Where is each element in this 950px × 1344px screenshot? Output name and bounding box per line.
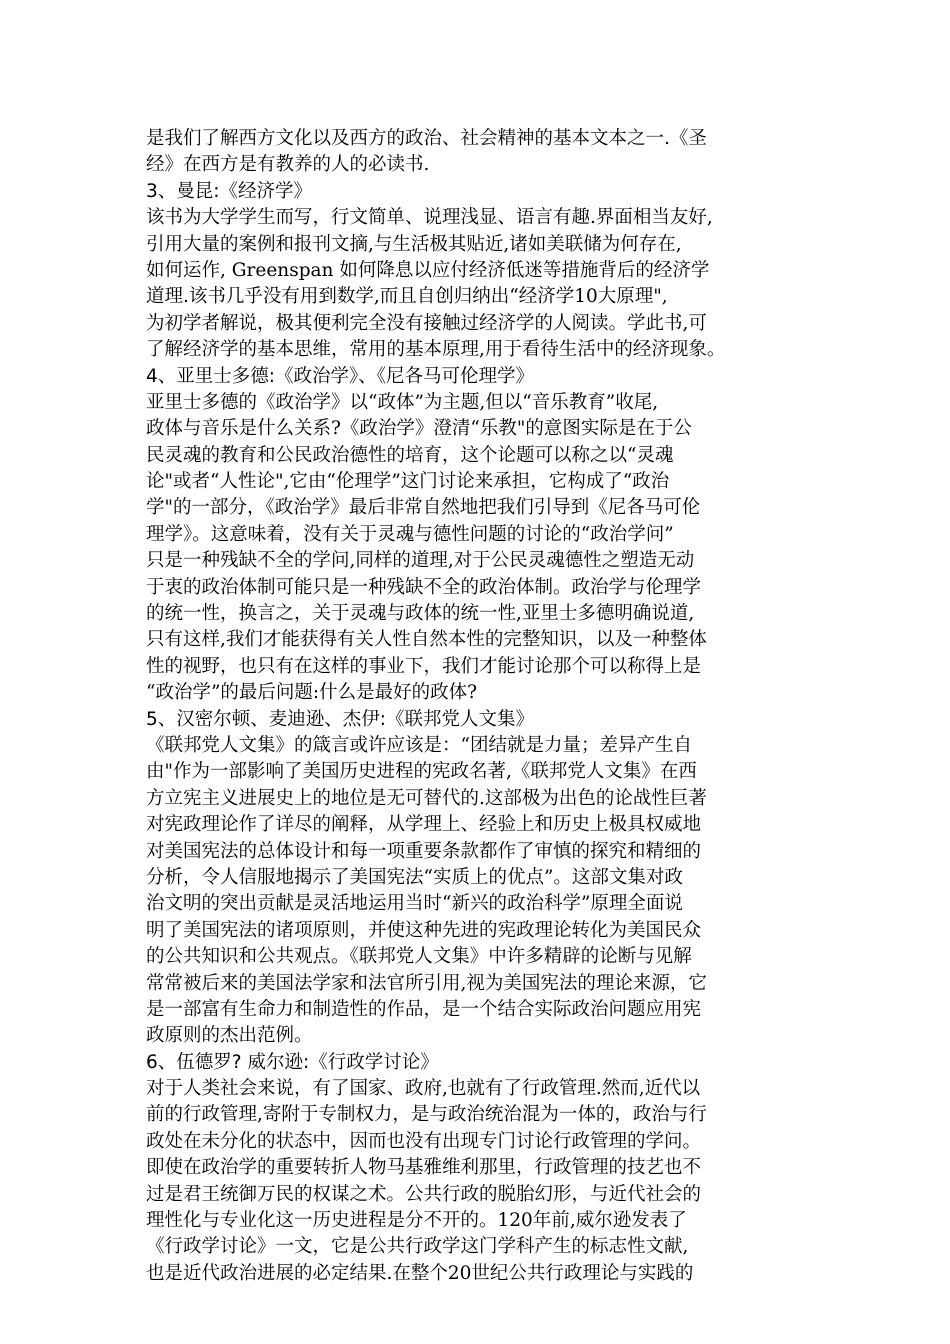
text-line: 是一部富有生命力和制造性的作品，是一个结合实际政治问题应用宪 <box>146 998 702 1020</box>
text-line: 论"或者“人性论",它由“伦理学”这门讨论来承担，它构成了“政治 <box>146 471 670 493</box>
document-page <box>146 126 814 1287</box>
text-line: 前的行政管理,寄附于专制权力，是与政治统治混为一体的，政治与行 <box>146 1104 707 1126</box>
text-line: 政原则的杰出范例。 <box>146 1025 313 1047</box>
text-line: 分析，令人信服地揭示了美国宪法“实质上的优点”。这部文集对政 <box>146 866 683 888</box>
text-line: 的公共知识和公共观点。《联邦党人文集》中许多精辟的论断与见解 <box>146 946 692 968</box>
text-line: 只有这样,我们才能获得有关人性自然本性的完整知识，以及一种整体 <box>146 629 707 651</box>
text-line: 治文明的突出贡献是灵活地运用当时“新兴的政治科学”原理全面说 <box>146 893 683 915</box>
text-line: 即使在政治学的重要转折人物马基雅维利那里，行政管理的技艺也不 <box>146 1157 702 1179</box>
section-heading: 3、曼昆:《经济学》 <box>146 180 313 202</box>
text-line: 《联邦党人文集》的箴言或许应该是：“团结就是力量；差异产生自 <box>146 734 692 756</box>
text-line: 过是君王统御万民的权谋之术。公共行政的脱胎幻形，与近代社会的 <box>146 1183 702 1205</box>
text-line: 道理.该书几乎没有用到数学,而且自创归纳出“经济学10大原理", <box>146 286 668 308</box>
text-line: 了解经济学的基本思维，常用的基本原理,用于看待生活中的经济现象。 <box>146 339 726 361</box>
text-line: 只是一种残缺不全的学问,同样的道理,对于公民灵魂德性之塑造无动 <box>146 550 695 572</box>
text-line: 理学》。这意味着，没有关于灵魂与德性问题的讨论的“政治学问” <box>146 523 674 545</box>
text-line: 也是近代政治进展的必定结果.在整个20世纪公共行政理论与实践的 <box>146 1262 694 1284</box>
text-line: 方立宪主义进展史上的地位是无可替代的.这部极为出色的论战性巨著 <box>146 787 707 809</box>
text-line: 明了美国宪法的诸项原则，并使这种先进的宪政理论转化为美国民众 <box>146 919 702 941</box>
text-line: 理性化与专业化这一历史进程是分不开的。120年前,威尔逊发表了 <box>146 1210 687 1232</box>
text-line: 于衷的政治体制可能只是一种残缺不全的政治体制。政治学与伦理学 <box>146 576 702 598</box>
text-line: 由"作为一部影响了美国历史进程的宪政名著,《联邦党人文集》在西 <box>146 761 697 783</box>
text-line: 为初学者解说，极其便利完全没有接触过经济学的人阅读。学此书,可 <box>146 312 707 334</box>
text-line: 性的视野，也只有在这样的事业下，我们才能讨论那个可以称得上是 <box>146 655 702 677</box>
text-line: 亚里士多德的《政治学》以“政体”为主题,但以“音乐教育”收尾, <box>146 391 659 413</box>
text-line: 政处在未分化的状态中，因而也没有出现专门讨论行政管理的学问。 <box>146 1130 702 1152</box>
text-line: 的统一性，换言之，关于灵魂与政体的统一性,亚里士多德明确说道, <box>146 603 695 625</box>
text-line: 政体与音乐是什么关系?《政治学》澄清“乐教"的意图实际是在于公 <box>146 418 692 440</box>
text-line: 经》在西方是有教养的人的必读书. <box>146 154 430 176</box>
text-line: 常常被后来的美国法学家和法官所引用,视为美国宪法的理论来源，它 <box>146 972 707 994</box>
text-line: 对美国宪法的总体设计和每一项重要条款都作了审慎的探究和精细的 <box>146 840 702 862</box>
text-line: 是我们了解西方文化以及西方的政治、社会精神的基本文本之一.《圣 <box>146 128 707 149</box>
section-heading: 6、伍德罗? 威尔逊:《行政学讨论》 <box>146 1051 439 1073</box>
text-line: 该书为大学学生而写，行文简单、说理浅显、语言有趣.界面相当友好, <box>146 207 713 229</box>
text-line: “政治学”的最后问题:什么是最好的政体? <box>146 682 478 704</box>
section-heading: 4、亚里士多德:《政治学》、《尼各马可伦理学》 <box>146 365 535 387</box>
text-line: 引用大量的案例和报刊文摘,与生活极其贴近,诸如美联储为何存在, <box>146 233 682 255</box>
section-heading: 5、汉密尔顿、麦迪逊、杰伊:《联邦党人文集》 <box>146 708 535 730</box>
text-line: 对于人类社会来说，有了国家、政府,也就有了行政管理.然而,近代以 <box>146 1078 701 1100</box>
text-line: 民灵魂的教育和公民政治德性的培育，这个论题可以称之以“灵魂 <box>146 444 674 466</box>
text-line: 如何运作, Greenspan 如何降息以应付经济低迷等措施背后的经济学 <box>146 259 710 281</box>
text-line: 对宪政理论作了详尽的阐释，从学理上、经验上和历史上极具权威地 <box>146 814 702 836</box>
text-line: 《行政学讨论》一文，它是公共行政学这门学科产生的标志性文献, <box>146 1236 689 1258</box>
text-line: 学"的一部分，《政治学》最后非常自然地把我们引导到《尼各马可伦 <box>146 497 701 519</box>
